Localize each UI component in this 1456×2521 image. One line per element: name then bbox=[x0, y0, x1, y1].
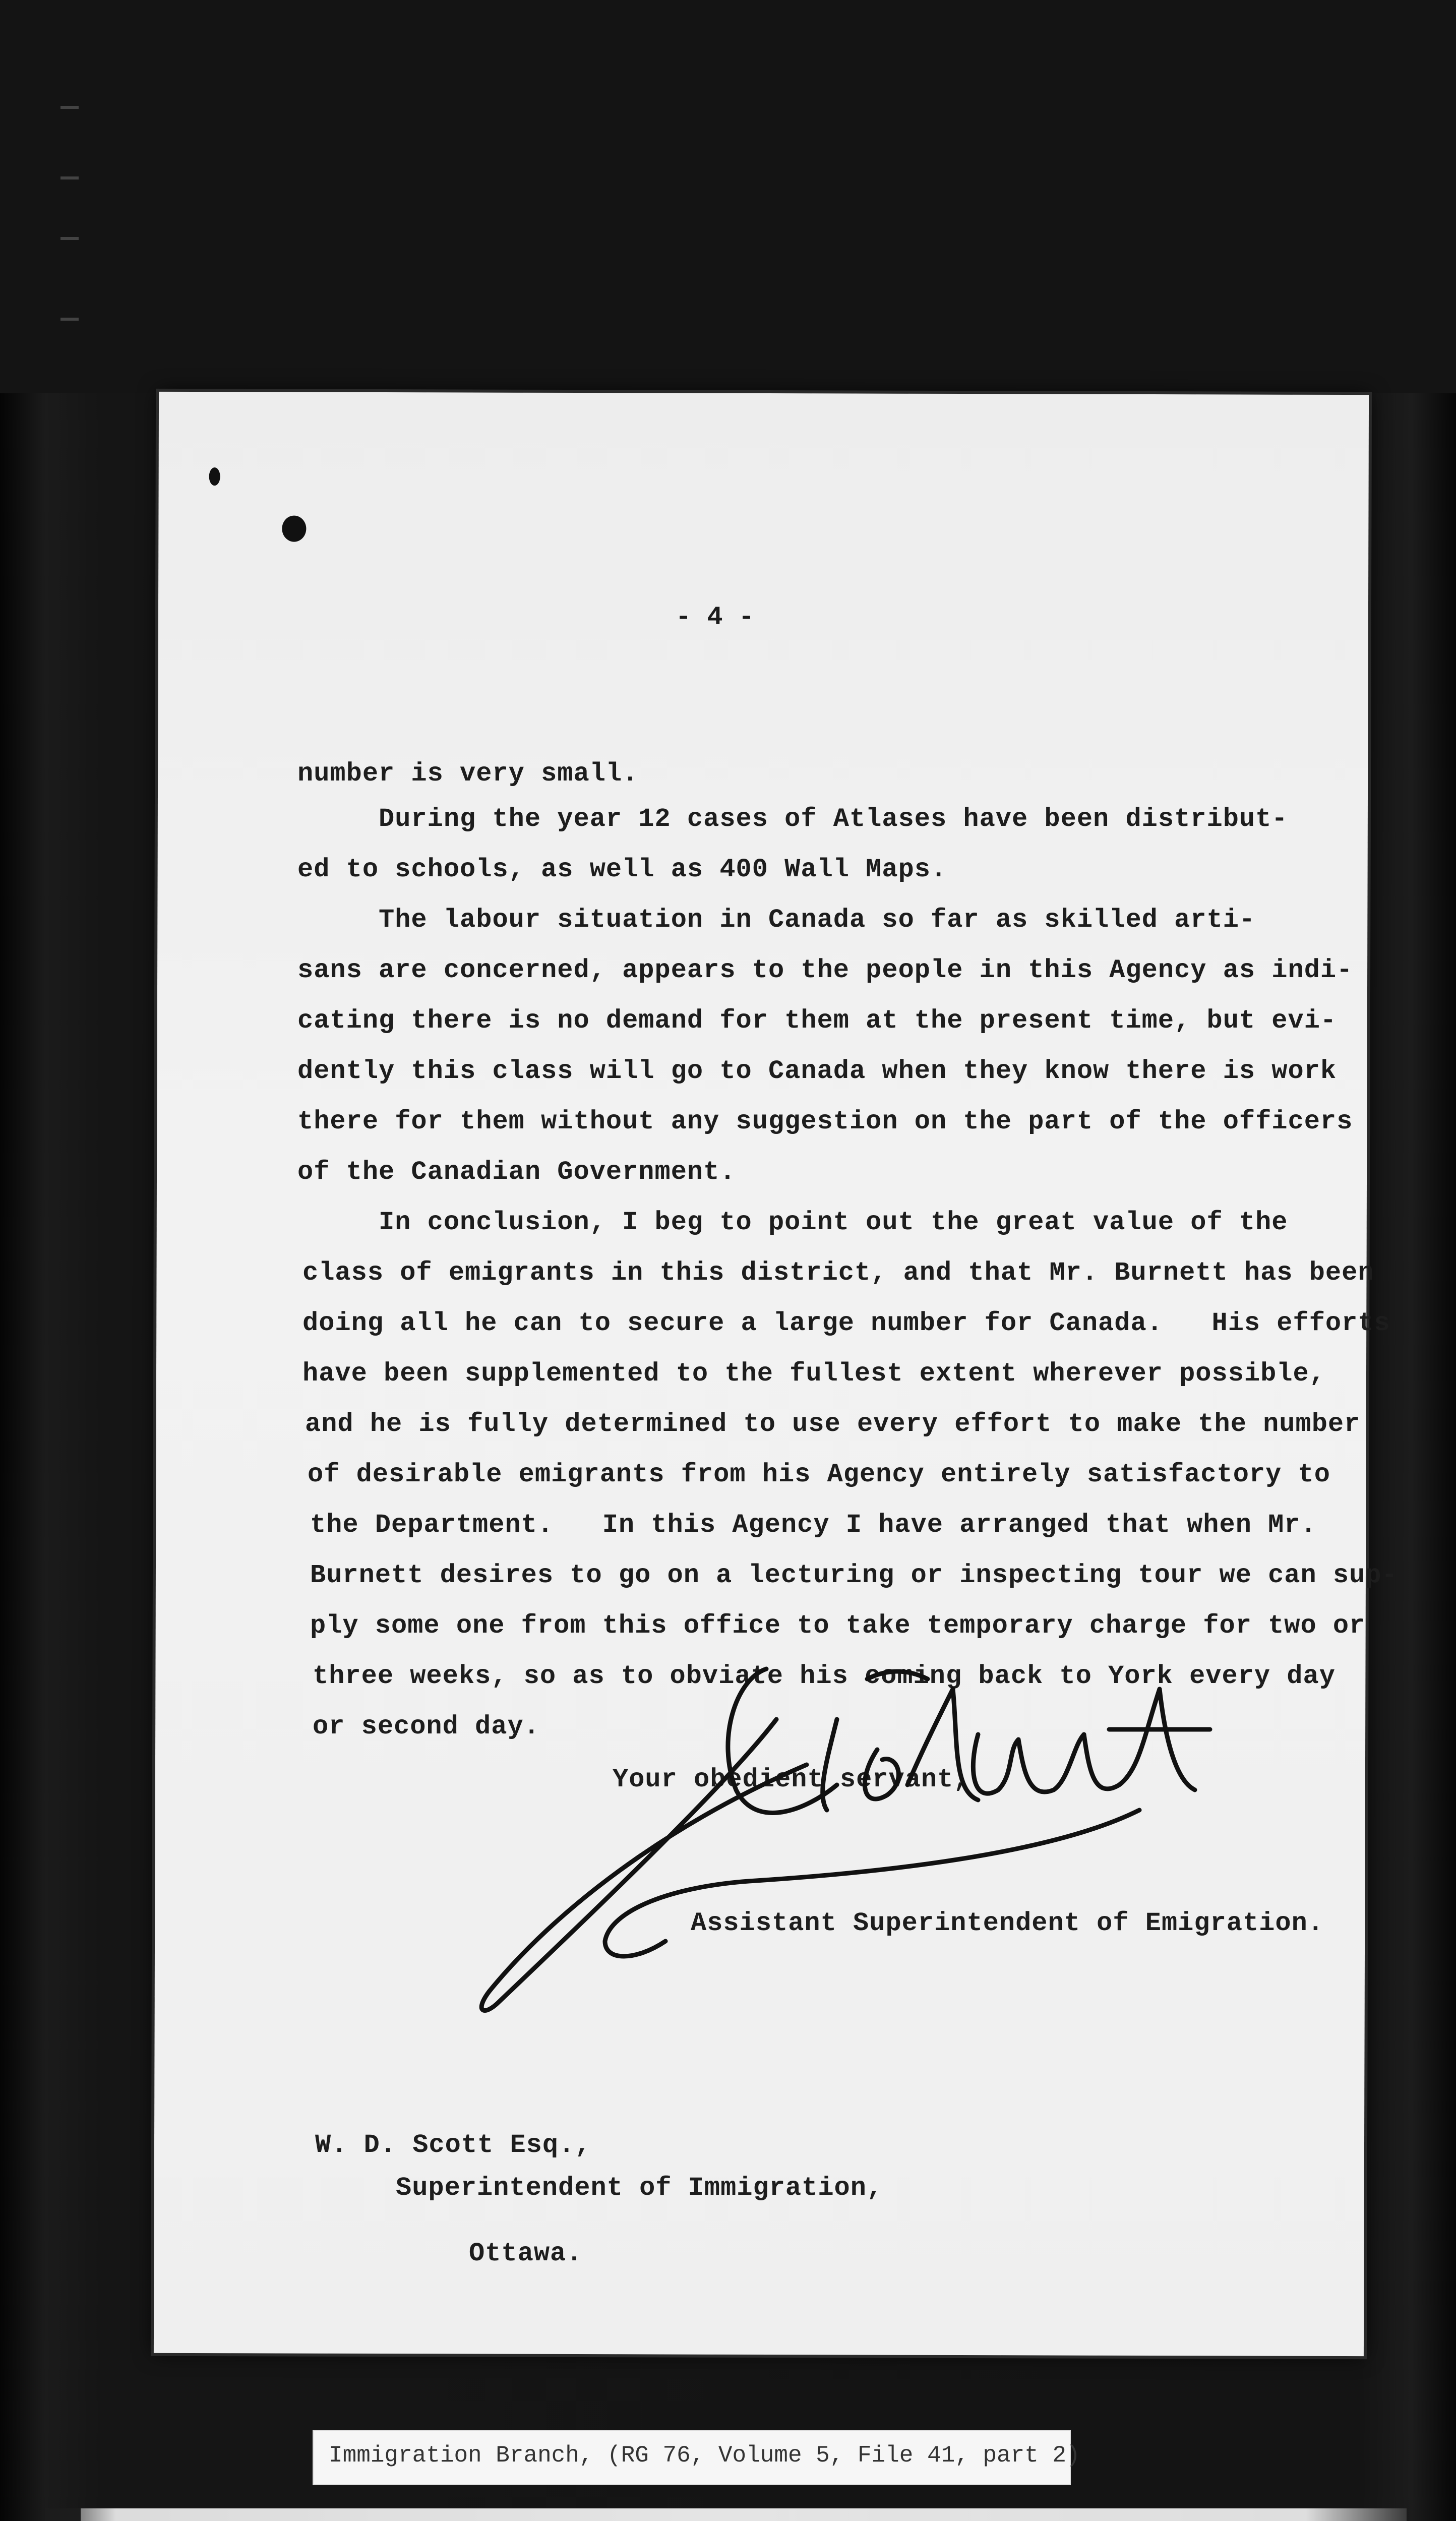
addressee-name: W. D. Scott Esq., bbox=[315, 2130, 591, 2160]
banner-edge bbox=[45, 2508, 81, 2521]
addressee-title: Superintendent of Immigration, bbox=[396, 2173, 883, 2203]
body-line: have been supplemented to the fullest extent wherever possible, bbox=[302, 1359, 1325, 1389]
body-line: or second day. bbox=[313, 1712, 540, 1742]
body-line: three weeks, so as to obviate his coming back to York every day bbox=[313, 1661, 1336, 1691]
body-line: of desirable emigrants from his Agency entirely satisfactory to bbox=[308, 1460, 1330, 1489]
page-number: - 4 - bbox=[676, 603, 755, 632]
film-mark bbox=[60, 106, 79, 109]
body-line: During the year 12 cases of Atlases have been distribut- bbox=[297, 804, 1288, 834]
film-mark bbox=[60, 318, 79, 321]
archive-reference-text: Immigration Branch, (RG 76, Volume 5, File 41, part 2) bbox=[329, 2442, 1080, 2469]
film-mark bbox=[60, 176, 79, 179]
body-line: class of emigrants in this district, and that Mr. Burnett has been bbox=[302, 1258, 1374, 1288]
body-line: and he is fully determined to use every effort to make the number bbox=[305, 1409, 1361, 1439]
body-line: In conclusion, I beg to point out the great value of the bbox=[297, 1208, 1288, 1237]
body-line: number is very small. bbox=[297, 759, 639, 789]
film-dark-area bbox=[0, 0, 1456, 393]
film-mark bbox=[60, 237, 79, 240]
body-line: ply some one from this office to take temporary charge for two or bbox=[310, 1611, 1366, 1641]
closing: Your obedient servant, bbox=[613, 1765, 970, 1794]
body-line: doing all he can to secure a large number for Canada. His efforts bbox=[302, 1308, 1390, 1338]
body-line: dently this class will go to Canada when they know there is work bbox=[297, 1056, 1337, 1086]
archive-reference-label bbox=[313, 2430, 1080, 2485]
ink-spot bbox=[282, 516, 306, 542]
body-line: sans are concerned, appears to the people in this Agency as indi- bbox=[297, 955, 1353, 985]
archive-banner bbox=[45, 2508, 1407, 2521]
body-line: cating there is no demand for them at the present time, but evi- bbox=[297, 1006, 1337, 1036]
body-line: ed to schools, as well as 400 Wall Maps. bbox=[297, 855, 947, 884]
body-line: the Department. In this Agency I have arranged that when Mr. bbox=[310, 1510, 1317, 1540]
handwritten-signature bbox=[454, 1659, 1240, 2032]
signer-title: Assistant Superintendent of Emigration. bbox=[691, 1908, 1324, 1938]
body-line: of the Canadian Government. bbox=[297, 1157, 736, 1187]
body-line: The labour situation in Canada so far as skilled arti- bbox=[297, 905, 1256, 935]
ink-spot bbox=[209, 467, 220, 486]
body-line: there for them without any suggestion on the part of the officers bbox=[297, 1107, 1353, 1136]
body-line: Burnett desires to go on a lecturing or inspecting tour we can sup- bbox=[310, 1560, 1398, 1590]
addressee-city: Ottawa. bbox=[469, 2239, 583, 2268]
